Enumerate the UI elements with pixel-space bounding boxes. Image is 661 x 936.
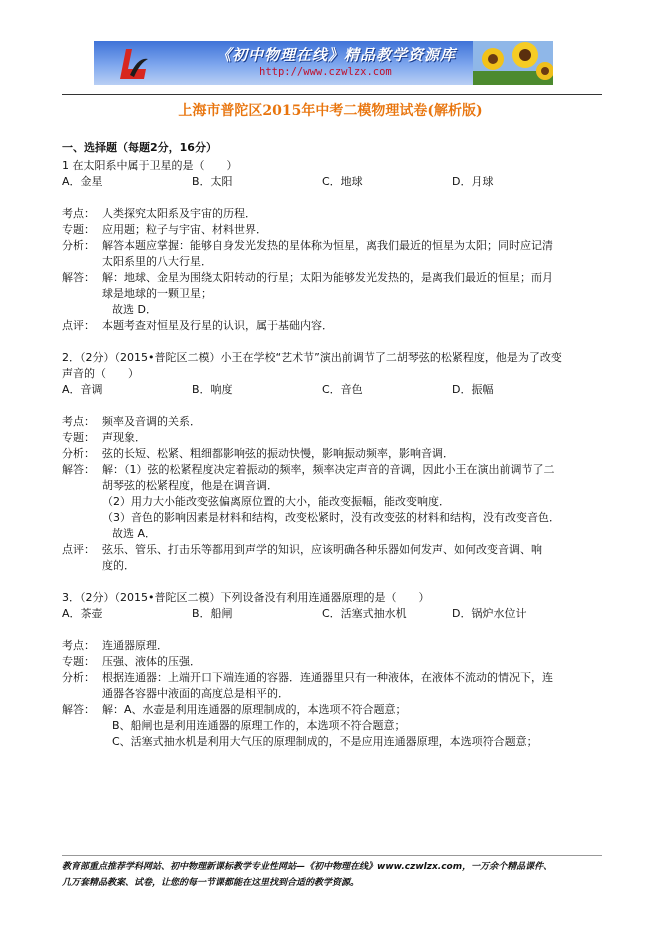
analysis-label: 考点： bbox=[62, 639, 95, 652]
option-b: B．船闸 bbox=[192, 607, 233, 620]
analysis-label: 解答： bbox=[62, 463, 95, 476]
analysis-text: C、活塞式抽水机是利用大气压的原理制成的，不是应用连通器原理，本选项符合题意； bbox=[112, 735, 538, 748]
header-divider bbox=[62, 94, 602, 95]
analysis-label: 分析： bbox=[62, 447, 95, 460]
analysis-text: 度的． bbox=[102, 559, 135, 572]
analysis-text: 解：地球、金星为围绕太阳转动的行星；太阳为能够发光发热的，是离我们最近的恒星；而月 bbox=[102, 271, 553, 284]
analysis-text: 解：A、水壶是利用连通器的原理制成的，本选项不符合题意； bbox=[102, 703, 407, 716]
analysis-label: 专题： bbox=[62, 655, 95, 668]
options-row bbox=[62, 606, 602, 622]
analysis-text: 本题考查对恒星及行星的认识，属于基础内容． bbox=[102, 319, 333, 332]
section-heading: 一、选择题（每题2分，16分） bbox=[62, 141, 217, 154]
analysis-text: 根据连通器：上端开口下端连通的容器．连通器里只有一种液体，在液体不流动的情况下，连 bbox=[102, 671, 553, 684]
analysis-text: 弦乐、管乐、打击乐等都用到声学的知识，应该明确各种乐器如何发声、如何改变音调、响 bbox=[102, 543, 542, 556]
analysis-jieda bbox=[62, 702, 602, 750]
analysis-label: 点评： bbox=[62, 543, 95, 556]
option-a: A．音调 bbox=[62, 383, 103, 396]
analysis-text: 胡琴弦的松紧程度，他是在调音调． bbox=[102, 479, 278, 492]
analysis-text: 应用题；粒子与宇宙、材料世界． bbox=[102, 223, 267, 236]
analysis-kaodian bbox=[62, 414, 602, 430]
analysis-text: 人类探究太阳系及宇宙的历程． bbox=[102, 207, 256, 220]
analysis-kaodian bbox=[62, 206, 602, 222]
question-stem: 2．（2分）（2015•普陀区二模）小王在学校“艺术节”演出前调节了二胡琴弦的松紧程度，他是为了改变 bbox=[62, 351, 562, 364]
analysis-text: 解答本题应掌握：能够自身发光发热的星体称为恒星，离我们最近的恒星为太阳；同时应记清 bbox=[102, 239, 553, 252]
question-3 bbox=[62, 590, 602, 750]
analysis-label: 专题： bbox=[62, 223, 95, 236]
footer-line: 几万套精品教案、试卷，让您的每一节课都能在这里找到合适的教学资源。 bbox=[62, 878, 360, 888]
analysis-dianping bbox=[62, 542, 602, 574]
option-b: B．太阳 bbox=[192, 175, 233, 188]
option-d: D．月球 bbox=[452, 175, 494, 188]
page-footer bbox=[62, 860, 602, 892]
analysis-text: 解：（1）弦的松紧程度决定着振动的频率，频率决定声音的音调，因此小王在演出前调节了二 bbox=[102, 463, 555, 476]
option-d: D．锅炉水位计 bbox=[452, 607, 527, 620]
option-c: C．音色 bbox=[322, 383, 363, 396]
option-c: C．地球 bbox=[322, 175, 363, 188]
question-stem: 1 在太阳系中属于卫星的是（ ） bbox=[62, 159, 238, 172]
question-stem: 声音的（ ） bbox=[62, 367, 139, 380]
analysis-zhuanti bbox=[62, 430, 602, 446]
analysis-fenxi bbox=[62, 238, 602, 270]
analysis-text: 故选 D． bbox=[112, 303, 157, 316]
analysis-jieda bbox=[62, 270, 602, 318]
analysis-text: 球是地球的一颗卫星； bbox=[102, 287, 212, 300]
banner-title: 《初中物理在线》精品教学资源库 bbox=[216, 46, 457, 64]
options-row bbox=[62, 382, 602, 398]
document-title: 上海市普陀区2015年中考二模物理试卷(解析版) bbox=[178, 103, 483, 119]
analysis-label: 专题： bbox=[62, 431, 95, 444]
analysis-jieda bbox=[62, 462, 602, 542]
analysis-text: 通器各容器中液面的高度总是相平的． bbox=[102, 687, 289, 700]
analysis-text: 压强、液体的压强． bbox=[102, 655, 201, 668]
analysis-label: 解答： bbox=[62, 703, 95, 716]
footer-divider bbox=[62, 855, 602, 856]
analysis-text: 声现象． bbox=[102, 431, 146, 444]
sunflower-icon bbox=[473, 41, 553, 85]
analysis-fenxi bbox=[62, 446, 602, 462]
question-2 bbox=[62, 350, 602, 574]
analysis-text: （3）音色的影响因素是材料和结构，改变松紧时，没有改变弦的材料和结构，没有改变音色． bbox=[102, 511, 560, 524]
question-stem: 3．（2分）（2015•普陀区二模）下列设备没有利用连通器原理的是（ ） bbox=[62, 591, 430, 604]
option-a: A．金星 bbox=[62, 175, 103, 188]
analysis-fenxi bbox=[62, 670, 602, 702]
analysis-text: 太阳系里的八大行星． bbox=[102, 255, 212, 268]
analysis-label: 解答： bbox=[62, 271, 95, 284]
option-d: D．振幅 bbox=[452, 383, 494, 396]
banner-url: http://www.czwlzx.com bbox=[259, 66, 392, 78]
analysis-text: （2）用力大小能改变弦偏离原位置的大小，能改变振幅，能改变响度． bbox=[102, 495, 450, 508]
analysis-text: 频率及音调的关系． bbox=[102, 415, 201, 428]
option-a: A．茶壶 bbox=[62, 607, 103, 620]
analysis-text: 故选 A． bbox=[112, 527, 157, 540]
option-b: B．响度 bbox=[192, 383, 233, 396]
analysis-label: 分析： bbox=[62, 239, 95, 252]
analysis-kaodian bbox=[62, 638, 602, 654]
header-banner bbox=[94, 41, 553, 85]
option-c: C．活塞式抽水机 bbox=[322, 607, 407, 620]
analysis-dianping bbox=[62, 318, 602, 334]
document-body bbox=[62, 140, 602, 750]
analysis-text: 连通器原理． bbox=[102, 639, 168, 652]
analysis-text: 弦的长短、松紧、粗细都影响弦的振动快慢，影响振动频率，影响音调． bbox=[102, 447, 454, 460]
analysis-label: 考点： bbox=[62, 207, 95, 220]
analysis-zhuanti bbox=[62, 654, 602, 670]
analysis-label: 分析： bbox=[62, 671, 95, 684]
analysis-text: B、船闸也是利用连通器的原理工作的，本选项不符合题意； bbox=[112, 719, 406, 732]
question-1 bbox=[62, 158, 602, 334]
footer-line: 教育部重点推荐学科网站、初中物理新课标教学专业性网站—《初中物理在线》www.czwlzx.com，一万余个精品课件、 bbox=[62, 862, 553, 872]
analysis-label: 点评： bbox=[62, 319, 95, 332]
analysis-label: 考点： bbox=[62, 415, 95, 428]
options-row bbox=[62, 174, 602, 190]
site-logo-icon bbox=[116, 45, 150, 81]
analysis-zhuanti bbox=[62, 222, 602, 238]
